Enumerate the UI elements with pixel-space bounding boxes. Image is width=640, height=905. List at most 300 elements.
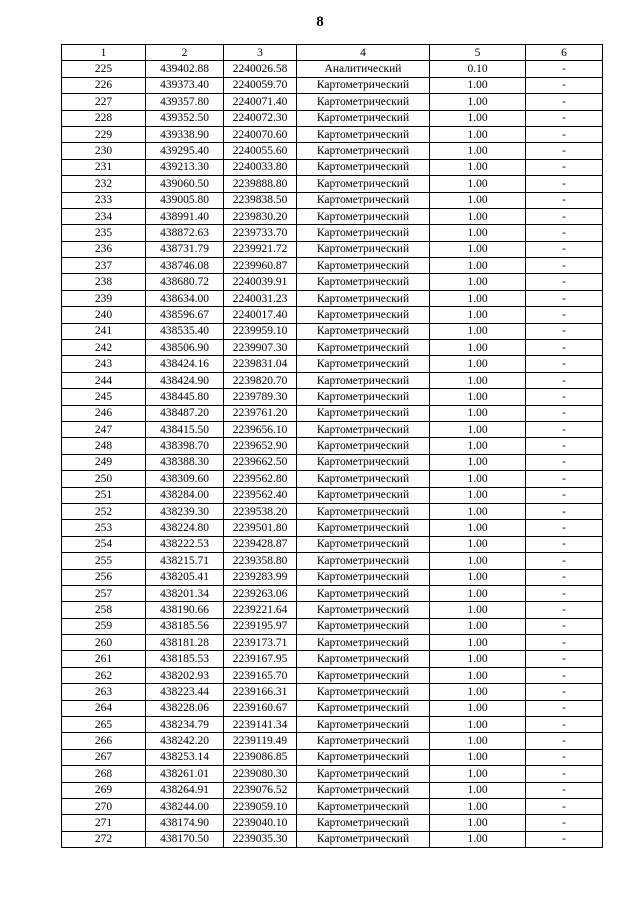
point-number-cell: 251: [62, 487, 146, 503]
accuracy-cell: 1.00: [430, 536, 526, 552]
y-coordinate-cell: 2239652.90: [224, 438, 297, 454]
point-number-cell: 246: [62, 405, 146, 421]
x-coordinate-cell: 438487.20: [146, 405, 224, 421]
point-number-cell: 262: [62, 667, 146, 683]
table-row: [62, 192, 603, 208]
accuracy-cell: 1.00: [430, 651, 526, 667]
table-row: [62, 61, 603, 77]
y-coordinate-cell: 2239035.30: [224, 831, 297, 847]
method-cell: Картометрический: [297, 798, 430, 814]
note-cell: -: [526, 585, 603, 601]
accuracy-cell: 1.00: [430, 454, 526, 470]
point-number-cell: 263: [62, 684, 146, 700]
y-coordinate-cell: 2240026.58: [224, 61, 297, 77]
x-coordinate-cell: 438445.80: [146, 389, 224, 405]
table-row: [62, 831, 603, 847]
x-coordinate-cell: 439338.90: [146, 126, 224, 142]
point-number-cell: 236: [62, 241, 146, 257]
point-number-cell: 233: [62, 192, 146, 208]
y-coordinate-cell: 2239428.87: [224, 536, 297, 552]
column-header: 3: [224, 45, 297, 61]
table-row: [62, 503, 603, 519]
x-coordinate-cell: 438261.01: [146, 766, 224, 782]
method-cell: Картометрический: [297, 421, 430, 437]
y-coordinate-cell: 2239358.80: [224, 553, 297, 569]
y-coordinate-cell: 2239830.20: [224, 208, 297, 224]
method-cell: Картометрический: [297, 389, 430, 405]
note-cell: -: [526, 700, 603, 716]
method-cell: Картометрический: [297, 602, 430, 618]
accuracy-cell: 1.00: [430, 389, 526, 405]
method-cell: Картометрический: [297, 618, 430, 634]
x-coordinate-cell: 438181.28: [146, 635, 224, 651]
y-coordinate-cell: 2240072.30: [224, 110, 297, 126]
point-number-cell: 244: [62, 372, 146, 388]
table-row: [62, 143, 603, 159]
point-number-cell: 225: [62, 61, 146, 77]
table-row: [62, 438, 603, 454]
point-number-cell: 247: [62, 421, 146, 437]
y-coordinate-cell: 2239959.10: [224, 323, 297, 339]
x-coordinate-cell: 438388.30: [146, 454, 224, 470]
y-coordinate-cell: 2239562.80: [224, 471, 297, 487]
y-coordinate-cell: 2239501.80: [224, 520, 297, 536]
x-coordinate-cell: 439295.40: [146, 143, 224, 159]
table-row: [62, 176, 603, 192]
table-row: [62, 290, 603, 306]
y-coordinate-cell: 2239173.71: [224, 635, 297, 651]
accuracy-cell: 1.00: [430, 733, 526, 749]
y-coordinate-cell: 2239221.64: [224, 602, 297, 618]
accuracy-cell: 1.00: [430, 520, 526, 536]
method-cell: Картометрический: [297, 536, 430, 552]
point-number-cell: 227: [62, 94, 146, 110]
method-cell: Картометрический: [297, 782, 430, 798]
note-cell: -: [526, 684, 603, 700]
y-coordinate-cell: 2239141.34: [224, 717, 297, 733]
x-coordinate-cell: 438398.70: [146, 438, 224, 454]
accuracy-cell: 1.00: [430, 618, 526, 634]
point-number-cell: 260: [62, 635, 146, 651]
method-cell: Картометрический: [297, 241, 430, 257]
column-header: 2: [146, 45, 224, 61]
x-coordinate-cell: 438190.66: [146, 602, 224, 618]
method-cell: Картометрический: [297, 766, 430, 782]
accuracy-cell: 1.00: [430, 684, 526, 700]
x-coordinate-cell: 438424.16: [146, 356, 224, 372]
y-coordinate-cell: 2239119.49: [224, 733, 297, 749]
point-number-cell: 255: [62, 553, 146, 569]
accuracy-cell: 1.00: [430, 569, 526, 585]
note-cell: -: [526, 225, 603, 241]
table-row: [62, 717, 603, 733]
method-cell: Картометрический: [297, 356, 430, 372]
table-row: [62, 126, 603, 142]
table-row: [62, 700, 603, 716]
point-number-cell: 250: [62, 471, 146, 487]
point-number-cell: 252: [62, 503, 146, 519]
table-row: [62, 421, 603, 437]
page-number: 8: [316, 14, 324, 30]
method-cell: Картометрический: [297, 372, 430, 388]
note-cell: -: [526, 635, 603, 651]
x-coordinate-cell: 438680.72: [146, 274, 224, 290]
x-coordinate-cell: 439357.80: [146, 94, 224, 110]
point-number-cell: 231: [62, 159, 146, 175]
table-row: [62, 274, 603, 290]
method-cell: Картометрический: [297, 585, 430, 601]
method-cell: Картометрический: [297, 454, 430, 470]
point-number-cell: 269: [62, 782, 146, 798]
note-cell: -: [526, 241, 603, 257]
point-number-cell: 270: [62, 798, 146, 814]
table-row: [62, 405, 603, 421]
y-coordinate-cell: 2239921.72: [224, 241, 297, 257]
note-cell: -: [526, 421, 603, 437]
table-row: [62, 454, 603, 470]
note-cell: -: [526, 323, 603, 339]
accuracy-cell: 1.00: [430, 208, 526, 224]
x-coordinate-cell: 438185.56: [146, 618, 224, 634]
table-row: [62, 110, 603, 126]
method-cell: Картометрический: [297, 94, 430, 110]
note-cell: -: [526, 94, 603, 110]
accuracy-cell: 1.00: [430, 356, 526, 372]
table-row: [62, 323, 603, 339]
note-cell: -: [526, 520, 603, 536]
table-row: [62, 815, 603, 831]
y-coordinate-cell: 2239831.04: [224, 356, 297, 372]
point-number-cell: 238: [62, 274, 146, 290]
x-coordinate-cell: 438991.40: [146, 208, 224, 224]
y-coordinate-cell: 2239263.06: [224, 585, 297, 601]
accuracy-cell: 0.10: [430, 61, 526, 77]
accuracy-cell: 1.00: [430, 602, 526, 618]
point-number-cell: 240: [62, 307, 146, 323]
x-coordinate-cell: 438242.20: [146, 733, 224, 749]
method-cell: Картометрический: [297, 553, 430, 569]
table-row: [62, 766, 603, 782]
accuracy-cell: 1.00: [430, 831, 526, 847]
accuracy-cell: 1.00: [430, 487, 526, 503]
accuracy-cell: 1.00: [430, 94, 526, 110]
method-cell: Картометрический: [297, 471, 430, 487]
method-cell: Картометрический: [297, 323, 430, 339]
note-cell: -: [526, 110, 603, 126]
y-coordinate-cell: 2239960.87: [224, 258, 297, 274]
accuracy-cell: 1.00: [430, 372, 526, 388]
x-coordinate-cell: 438264.91: [146, 782, 224, 798]
y-coordinate-cell: 2239562.40: [224, 487, 297, 503]
table-row: [62, 159, 603, 175]
y-coordinate-cell: 2239538.20: [224, 503, 297, 519]
table-row: [62, 307, 603, 323]
table-row: [62, 635, 603, 651]
note-cell: -: [526, 61, 603, 77]
method-cell: Картометрический: [297, 717, 430, 733]
note-cell: -: [526, 389, 603, 405]
x-coordinate-cell: 438202.93: [146, 667, 224, 683]
accuracy-cell: 1.00: [430, 717, 526, 733]
accuracy-cell: 1.00: [430, 241, 526, 257]
note-cell: -: [526, 749, 603, 765]
accuracy-cell: 1.00: [430, 77, 526, 93]
note-cell: -: [526, 126, 603, 142]
column-header: 5: [430, 45, 526, 61]
x-coordinate-cell: 438253.14: [146, 749, 224, 765]
table-row: [62, 749, 603, 765]
method-cell: Картометрический: [297, 635, 430, 651]
point-number-cell: 249: [62, 454, 146, 470]
x-coordinate-cell: 438215.71: [146, 553, 224, 569]
point-number-cell: 235: [62, 225, 146, 241]
y-coordinate-cell: 2239907.30: [224, 340, 297, 356]
method-cell: Картометрический: [297, 438, 430, 454]
accuracy-cell: 1.00: [430, 159, 526, 175]
accuracy-cell: 1.00: [430, 635, 526, 651]
point-number-cell: 237: [62, 258, 146, 274]
note-cell: -: [526, 766, 603, 782]
method-cell: Картометрический: [297, 274, 430, 290]
accuracy-cell: 1.00: [430, 700, 526, 716]
y-coordinate-cell: 2239656.10: [224, 421, 297, 437]
method-cell: Картометрический: [297, 520, 430, 536]
point-number-cell: 264: [62, 700, 146, 716]
accuracy-cell: 1.00: [430, 766, 526, 782]
table-row: [62, 94, 603, 110]
table-row: [62, 372, 603, 388]
note-cell: -: [526, 618, 603, 634]
x-coordinate-cell: 438239.30: [146, 503, 224, 519]
note-cell: -: [526, 192, 603, 208]
note-cell: -: [526, 290, 603, 306]
method-cell: Картометрический: [297, 77, 430, 93]
y-coordinate-cell: 2239662.50: [224, 454, 297, 470]
accuracy-cell: 1.00: [430, 782, 526, 798]
accuracy-cell: 1.00: [430, 176, 526, 192]
table-row: [62, 77, 603, 93]
method-cell: Картометрический: [297, 143, 430, 159]
note-cell: -: [526, 553, 603, 569]
note-cell: -: [526, 503, 603, 519]
accuracy-cell: 1.00: [430, 323, 526, 339]
point-number-cell: 268: [62, 766, 146, 782]
table-row: [62, 258, 603, 274]
note-cell: -: [526, 405, 603, 421]
method-cell: Картометрический: [297, 569, 430, 585]
table-row: [62, 487, 603, 503]
method-cell: Картометрический: [297, 258, 430, 274]
table-row: [62, 340, 603, 356]
point-number-cell: 228: [62, 110, 146, 126]
point-number-cell: 266: [62, 733, 146, 749]
x-coordinate-cell: 439352.50: [146, 110, 224, 126]
table-row: [62, 684, 603, 700]
point-number-cell: 232: [62, 176, 146, 192]
x-coordinate-cell: 438284.00: [146, 487, 224, 503]
column-header: 1: [62, 45, 146, 61]
method-cell: Картометрический: [297, 503, 430, 519]
method-cell: Картометрический: [297, 749, 430, 765]
point-number-cell: 243: [62, 356, 146, 372]
note-cell: -: [526, 602, 603, 618]
accuracy-cell: 1.00: [430, 225, 526, 241]
column-header: 4: [297, 45, 430, 61]
y-coordinate-cell: 2239166.31: [224, 684, 297, 700]
method-cell: Картометрический: [297, 290, 430, 306]
note-cell: -: [526, 536, 603, 552]
method-cell: Картометрический: [297, 700, 430, 716]
accuracy-cell: 1.00: [430, 749, 526, 765]
x-coordinate-cell: 438222.53: [146, 536, 224, 552]
x-coordinate-cell: 438596.67: [146, 307, 224, 323]
method-cell: Картометрический: [297, 684, 430, 700]
y-coordinate-cell: 2240059.70: [224, 77, 297, 93]
method-cell: Картометрический: [297, 208, 430, 224]
table-row: [62, 553, 603, 569]
note-cell: -: [526, 667, 603, 683]
accuracy-cell: 1.00: [430, 110, 526, 126]
point-number-cell: 258: [62, 602, 146, 618]
x-coordinate-cell: 438535.40: [146, 323, 224, 339]
x-coordinate-cell: 439005.80: [146, 192, 224, 208]
method-cell: Картометрический: [297, 110, 430, 126]
accuracy-cell: 1.00: [430, 798, 526, 814]
point-number-cell: 242: [62, 340, 146, 356]
x-coordinate-cell: 439213.30: [146, 159, 224, 175]
table-row: [62, 225, 603, 241]
point-number-cell: 230: [62, 143, 146, 159]
point-number-cell: 259: [62, 618, 146, 634]
x-coordinate-cell: 438424.90: [146, 372, 224, 388]
note-cell: -: [526, 159, 603, 175]
accuracy-cell: 1.00: [430, 126, 526, 142]
point-number-cell: 256: [62, 569, 146, 585]
note-cell: -: [526, 77, 603, 93]
x-coordinate-cell: 438634.00: [146, 290, 224, 306]
table-row: [62, 782, 603, 798]
x-coordinate-cell: 439060.50: [146, 176, 224, 192]
table-row: [62, 208, 603, 224]
point-number-cell: 265: [62, 717, 146, 733]
y-coordinate-cell: 2239086.85: [224, 749, 297, 765]
accuracy-cell: 1.00: [430, 438, 526, 454]
accuracy-cell: 1.00: [430, 274, 526, 290]
x-coordinate-cell: 438228.06: [146, 700, 224, 716]
method-cell: Картометрический: [297, 126, 430, 142]
table-row: [62, 356, 603, 372]
accuracy-cell: 1.00: [430, 340, 526, 356]
x-coordinate-cell: 438234.79: [146, 717, 224, 733]
x-coordinate-cell: 438506.90: [146, 340, 224, 356]
note-cell: -: [526, 143, 603, 159]
method-cell: Картометрический: [297, 176, 430, 192]
table-header-row: [62, 45, 603, 61]
note-cell: -: [526, 651, 603, 667]
table-row: [62, 536, 603, 552]
method-cell: Картометрический: [297, 225, 430, 241]
point-number-cell: 234: [62, 208, 146, 224]
note-cell: -: [526, 274, 603, 290]
x-coordinate-cell: 438731.79: [146, 241, 224, 257]
table-row: [62, 520, 603, 536]
point-number-cell: 226: [62, 77, 146, 93]
y-coordinate-cell: 2240017.40: [224, 307, 297, 323]
point-number-cell: 239: [62, 290, 146, 306]
method-cell: Картометрический: [297, 192, 430, 208]
table-row: [62, 389, 603, 405]
note-cell: -: [526, 454, 603, 470]
y-coordinate-cell: 2239165.70: [224, 667, 297, 683]
note-cell: -: [526, 438, 603, 454]
x-coordinate-cell: 438746.08: [146, 258, 224, 274]
accuracy-cell: 1.00: [430, 553, 526, 569]
note-cell: -: [526, 356, 603, 372]
accuracy-cell: 1.00: [430, 143, 526, 159]
table-row: [62, 618, 603, 634]
point-number-cell: 267: [62, 749, 146, 765]
point-number-cell: 248: [62, 438, 146, 454]
x-coordinate-cell: 438174.90: [146, 815, 224, 831]
accuracy-cell: 1.00: [430, 421, 526, 437]
x-coordinate-cell: 439373.40: [146, 77, 224, 93]
method-cell: Картометрический: [297, 651, 430, 667]
note-cell: -: [526, 258, 603, 274]
method-cell: Картометрический: [297, 487, 430, 503]
method-cell: Картометрический: [297, 733, 430, 749]
point-number-cell: 253: [62, 520, 146, 536]
y-coordinate-cell: 2239888.80: [224, 176, 297, 192]
table-row: [62, 585, 603, 601]
note-cell: -: [526, 569, 603, 585]
accuracy-cell: 1.00: [430, 258, 526, 274]
note-cell: -: [526, 815, 603, 831]
table-row: [62, 602, 603, 618]
note-cell: -: [526, 340, 603, 356]
y-coordinate-cell: 2240039.91: [224, 274, 297, 290]
table-row: [62, 798, 603, 814]
y-coordinate-cell: 2239195.97: [224, 618, 297, 634]
y-coordinate-cell: 2239761.20: [224, 405, 297, 421]
x-coordinate-cell: 438224.80: [146, 520, 224, 536]
table-row: [62, 667, 603, 683]
note-cell: -: [526, 798, 603, 814]
y-coordinate-cell: 2239167.95: [224, 651, 297, 667]
x-coordinate-cell: 438415.50: [146, 421, 224, 437]
coordinates-table: [61, 44, 603, 848]
accuracy-cell: 1.00: [430, 471, 526, 487]
x-coordinate-cell: 438185.53: [146, 651, 224, 667]
method-cell: Картометрический: [297, 667, 430, 683]
method-cell: Картометрический: [297, 340, 430, 356]
method-cell: Картометрический: [297, 815, 430, 831]
note-cell: -: [526, 717, 603, 733]
accuracy-cell: 1.00: [430, 192, 526, 208]
table-row: [62, 241, 603, 257]
method-cell: Картометрический: [297, 831, 430, 847]
accuracy-cell: 1.00: [430, 307, 526, 323]
x-coordinate-cell: 438170.50: [146, 831, 224, 847]
x-coordinate-cell: 438244.00: [146, 798, 224, 814]
point-number-cell: 261: [62, 651, 146, 667]
accuracy-cell: 1.00: [430, 503, 526, 519]
method-cell: Картометрический: [297, 307, 430, 323]
point-number-cell: 271: [62, 815, 146, 831]
point-number-cell: 257: [62, 585, 146, 601]
note-cell: -: [526, 487, 603, 503]
note-cell: -: [526, 176, 603, 192]
accuracy-cell: 1.00: [430, 405, 526, 421]
